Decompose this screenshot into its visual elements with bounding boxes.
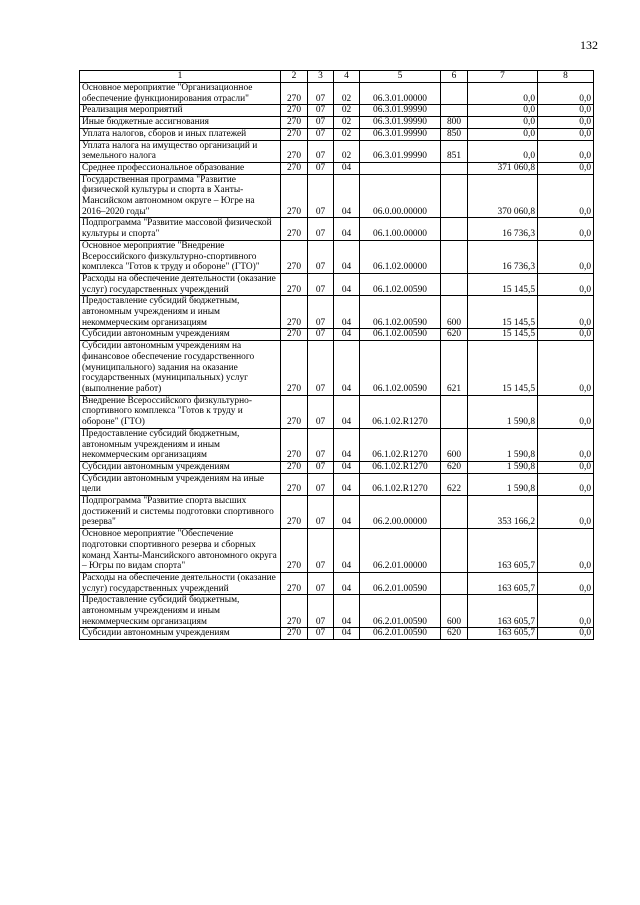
- cell-section: 07: [308, 105, 334, 117]
- cell-subsection: 02: [334, 83, 360, 105]
- cell-amount-2018: 15 145,5: [468, 341, 538, 396]
- cell-target-article: 06.1.02.00000: [360, 240, 441, 273]
- cell-amount-2019: 0,0: [538, 461, 594, 473]
- cell-administrator: 270: [281, 296, 308, 329]
- cell-administrator: 270: [281, 273, 308, 295]
- cell-target-article: 06.3.01.99990: [360, 140, 441, 162]
- cell-target-article: 06.2.01.00590: [360, 595, 441, 628]
- cell-section: 07: [308, 529, 334, 573]
- cell-subsection: 04: [334, 162, 360, 174]
- cell-amount-2018: 1 590,8: [468, 428, 538, 461]
- cell-amount-2018: 0,0: [468, 117, 538, 129]
- cell-amount-2019: 0,0: [538, 595, 594, 628]
- table-row: [80, 461, 594, 473]
- cell-section: 07: [308, 140, 334, 162]
- cell-administrator: 270: [281, 461, 308, 473]
- column-header: 1: [80, 71, 281, 83]
- cell-amount-2019: 0,0: [538, 529, 594, 573]
- cell-expense-type: 600: [441, 296, 468, 329]
- row-name: Субсидии автономным учреждениям на иные цели: [80, 473, 281, 495]
- column-header: 4: [334, 71, 360, 83]
- table-row: [80, 83, 594, 105]
- cell-target-article: 06.1.02.00590: [360, 273, 441, 295]
- cell-expense-type: 800: [441, 117, 468, 129]
- cell-section: 07: [308, 341, 334, 396]
- cell-expense-type: 620: [441, 628, 468, 640]
- cell-expense-type: 600: [441, 428, 468, 461]
- column-header: 3: [308, 71, 334, 83]
- cell-administrator: 270: [281, 473, 308, 495]
- cell-amount-2019: 0,0: [538, 572, 594, 594]
- column-header: 8: [538, 71, 594, 83]
- cell-expense-type: [441, 529, 468, 573]
- cell-subsection: 04: [334, 529, 360, 573]
- cell-subsection: 04: [334, 572, 360, 594]
- row-name: Среднее профессиональное образование: [80, 162, 281, 174]
- row-name: Основное мероприятие "Организационное обеспечение функционирования отрасли": [80, 83, 281, 105]
- cell-subsection: 04: [334, 473, 360, 495]
- cell-expense-type: [441, 273, 468, 295]
- column-header: 2: [281, 71, 308, 83]
- row-name: Основное мероприятие "Обеспечение подготовки спортивного резерва и сборных команд Ханты-Мансийского автономного округа – Югры по видам спорта": [80, 529, 281, 573]
- cell-amount-2018: 1 590,8: [468, 461, 538, 473]
- cell-amount-2018: 353 166,2: [468, 496, 538, 529]
- page-number: 132: [580, 38, 598, 52]
- cell-target-article: 06.3.01.00000: [360, 83, 441, 105]
- cell-amount-2019: 0,0: [538, 473, 594, 495]
- cell-section: 07: [308, 296, 334, 329]
- cell-administrator: 270: [281, 428, 308, 461]
- cell-amount-2018: 16 736,3: [468, 240, 538, 273]
- cell-subsection: 04: [334, 218, 360, 240]
- cell-subsection: 04: [334, 341, 360, 396]
- cell-expense-type: [441, 218, 468, 240]
- cell-expense-type: [441, 174, 468, 218]
- cell-target-article: 06.1.02.R1270: [360, 428, 441, 461]
- table-row: [80, 628, 594, 640]
- cell-amount-2018: 1 590,8: [468, 395, 538, 428]
- cell-section: 07: [308, 473, 334, 495]
- cell-subsection: 04: [334, 329, 360, 341]
- cell-subsection: 02: [334, 140, 360, 162]
- cell-subsection: 04: [334, 461, 360, 473]
- cell-section: 07: [308, 273, 334, 295]
- table-row: [80, 273, 594, 295]
- cell-amount-2018: 15 145,5: [468, 329, 538, 341]
- cell-section: 07: [308, 83, 334, 105]
- row-name: Субсидии автономным учреждениям: [80, 329, 281, 341]
- cell-subsection: 04: [334, 428, 360, 461]
- cell-target-article: [360, 162, 441, 174]
- row-name: Иные бюджетные ассигнования: [80, 117, 281, 129]
- cell-administrator: 270: [281, 140, 308, 162]
- cell-expense-type: [441, 105, 468, 117]
- table-header-row: [80, 71, 594, 83]
- cell-administrator: 270: [281, 105, 308, 117]
- table-row: [80, 595, 594, 628]
- cell-administrator: 270: [281, 117, 308, 129]
- row-name: Внедрение Всероссийского физкультурно-спортивного комплекса "Готов к труду и обороне" (ГТО): [80, 395, 281, 428]
- cell-amount-2019: 0,0: [538, 273, 594, 295]
- cell-administrator: 270: [281, 341, 308, 396]
- cell-target-article: 06.3.01.99990: [360, 128, 441, 140]
- cell-expense-type: [441, 162, 468, 174]
- cell-section: 07: [308, 117, 334, 129]
- cell-subsection: 02: [334, 128, 360, 140]
- cell-amount-2019: 0,0: [538, 395, 594, 428]
- cell-subsection: 04: [334, 296, 360, 329]
- row-name: Предоставление субсидий бюджетным, автономным учреждениям и иным некоммерческим организациям: [80, 428, 281, 461]
- cell-section: 07: [308, 218, 334, 240]
- cell-administrator: 270: [281, 174, 308, 218]
- cell-amount-2019: 0,0: [538, 162, 594, 174]
- cell-amount-2018: 16 736,3: [468, 218, 538, 240]
- row-name: Субсидии автономным учреждениям на финансовое обеспечение государственного (муниципального) задания на оказание государственных (муниципальных) услуг (выполнение работ): [80, 341, 281, 396]
- column-header: 6: [441, 71, 468, 83]
- cell-expense-type: 850: [441, 128, 468, 140]
- row-name: Основное мероприятие "Внедрение Всероссийского физкультурно-спортивного комплекса "Готов к труду и обороне" (ГТО)": [80, 240, 281, 273]
- cell-expense-type: 620: [441, 461, 468, 473]
- cell-amount-2019: 0,0: [538, 117, 594, 129]
- table-row: [80, 341, 594, 396]
- cell-section: 07: [308, 461, 334, 473]
- cell-section: 07: [308, 128, 334, 140]
- budget-table: [79, 70, 594, 640]
- cell-subsection: 04: [334, 273, 360, 295]
- cell-target-article: 06.2.01.00590: [360, 628, 441, 640]
- cell-amount-2018: 163 605,7: [468, 572, 538, 594]
- cell-amount-2019: 0,0: [538, 296, 594, 329]
- cell-target-article: 06.1.02.00590: [360, 341, 441, 396]
- cell-expense-type: [441, 496, 468, 529]
- cell-administrator: 270: [281, 240, 308, 273]
- cell-subsection: 04: [334, 240, 360, 273]
- cell-target-article: 06.0.00.00000: [360, 174, 441, 218]
- table-row: [80, 473, 594, 495]
- cell-amount-2019: 0,0: [538, 628, 594, 640]
- cell-administrator: 270: [281, 395, 308, 428]
- cell-amount-2018: 0,0: [468, 128, 538, 140]
- cell-amount-2018: 1 590,8: [468, 473, 538, 495]
- cell-administrator: 270: [281, 128, 308, 140]
- cell-amount-2018: 15 145,5: [468, 296, 538, 329]
- cell-expense-type: [441, 83, 468, 105]
- cell-amount-2019: 0,0: [538, 105, 594, 117]
- cell-amount-2019: 0,0: [538, 174, 594, 218]
- cell-amount-2019: 0,0: [538, 428, 594, 461]
- row-name: Расходы на обеспечение деятельности (оказание услуг) государственных учреждений: [80, 572, 281, 594]
- cell-amount-2018: 0,0: [468, 105, 538, 117]
- cell-target-article: 06.1.02.R1270: [360, 473, 441, 495]
- cell-amount-2019: 0,0: [538, 128, 594, 140]
- table-row: [80, 162, 594, 174]
- cell-amount-2019: 0,0: [538, 240, 594, 273]
- cell-amount-2019: 0,0: [538, 140, 594, 162]
- cell-expense-type: 621: [441, 341, 468, 396]
- cell-subsection: 04: [334, 395, 360, 428]
- table-row: [80, 329, 594, 341]
- cell-target-article: 06.2.01.00000: [360, 529, 441, 573]
- cell-amount-2019: 0,0: [538, 341, 594, 396]
- cell-target-article: 06.3.01.99990: [360, 105, 441, 117]
- cell-subsection: 04: [334, 496, 360, 529]
- row-name: Реализация мероприятий: [80, 105, 281, 117]
- cell-section: 07: [308, 428, 334, 461]
- cell-expense-type: [441, 572, 468, 594]
- table-row: [80, 395, 594, 428]
- cell-expense-type: 620: [441, 329, 468, 341]
- table-row: [80, 117, 594, 129]
- cell-target-article: 06.1.00.00000: [360, 218, 441, 240]
- cell-section: 07: [308, 628, 334, 640]
- cell-target-article: 06.1.02.00590: [360, 296, 441, 329]
- cell-administrator: 270: [281, 162, 308, 174]
- cell-amount-2019: 0,0: [538, 83, 594, 105]
- cell-administrator: 270: [281, 529, 308, 573]
- column-header: 5: [360, 71, 441, 83]
- table-row: [80, 218, 594, 240]
- row-name: Подпрограмма "Развитие спорта высших достижений и системы подготовки спортивного резерва": [80, 496, 281, 529]
- cell-section: 07: [308, 174, 334, 218]
- cell-amount-2019: 0,0: [538, 496, 594, 529]
- cell-subsection: 04: [334, 595, 360, 628]
- cell-administrator: 270: [281, 83, 308, 105]
- table-row: [80, 496, 594, 529]
- cell-amount-2018: 15 145,5: [468, 273, 538, 295]
- cell-target-article: 06.2.01.00590: [360, 572, 441, 594]
- cell-subsection: 04: [334, 628, 360, 640]
- row-name: Предоставление субсидий бюджетным, автономным учреждениям и иным некоммерческим организациям: [80, 296, 281, 329]
- table-row: [80, 529, 594, 573]
- table-row: [80, 105, 594, 117]
- column-header: 7: [468, 71, 538, 83]
- cell-amount-2018: 0,0: [468, 83, 538, 105]
- table-body: [80, 71, 594, 640]
- cell-subsection: 02: [334, 117, 360, 129]
- cell-section: 07: [308, 240, 334, 273]
- cell-section: 07: [308, 496, 334, 529]
- cell-expense-type: [441, 240, 468, 273]
- table-row: [80, 296, 594, 329]
- cell-section: 07: [308, 595, 334, 628]
- cell-expense-type: 851: [441, 140, 468, 162]
- cell-amount-2018: 163 605,7: [468, 595, 538, 628]
- cell-subsection: 04: [334, 174, 360, 218]
- table-row: [80, 174, 594, 218]
- row-name: Субсидии автономным учреждениям: [80, 461, 281, 473]
- cell-target-article: 06.2.00.00000: [360, 496, 441, 529]
- cell-expense-type: 600: [441, 595, 468, 628]
- cell-expense-type: 622: [441, 473, 468, 495]
- cell-amount-2018: 371 060,8: [468, 162, 538, 174]
- cell-amount-2018: 163 605,7: [468, 529, 538, 573]
- row-name: Предоставление субсидий бюджетным, автономным учреждениям и иным некоммерческим организациям: [80, 595, 281, 628]
- cell-amount-2019: 0,0: [538, 218, 594, 240]
- row-name: Уплата налогов, сборов и иных платежей: [80, 128, 281, 140]
- cell-section: 07: [308, 329, 334, 341]
- row-name: Субсидии автономным учреждениям: [80, 628, 281, 640]
- cell-administrator: 270: [281, 329, 308, 341]
- row-name: Государственная программа "Развитие физической культуры и спорта в Ханты-Мансийском автономном округе – Югре на 2016–2020 годы": [80, 174, 281, 218]
- cell-administrator: 270: [281, 628, 308, 640]
- cell-amount-2018: 0,0: [468, 140, 538, 162]
- table-row: [80, 572, 594, 594]
- cell-section: 07: [308, 162, 334, 174]
- cell-administrator: 270: [281, 572, 308, 594]
- cell-target-article: 06.3.01.99990: [360, 117, 441, 129]
- row-name: Уплата налога на имущество организаций и земельного налога: [80, 140, 281, 162]
- cell-administrator: 270: [281, 218, 308, 240]
- cell-amount-2019: 0,0: [538, 329, 594, 341]
- cell-subsection: 02: [334, 105, 360, 117]
- cell-amount-2018: 370 060,8: [468, 174, 538, 218]
- cell-administrator: 270: [281, 595, 308, 628]
- cell-section: 07: [308, 572, 334, 594]
- cell-target-article: 06.1.02.R1270: [360, 395, 441, 428]
- cell-amount-2018: 163 605,7: [468, 628, 538, 640]
- row-name: Расходы на обеспечение деятельности (оказание услуг) государственных учреждений: [80, 273, 281, 295]
- cell-target-article: 06.1.02.00590: [360, 329, 441, 341]
- cell-administrator: 270: [281, 496, 308, 529]
- table-row: [80, 240, 594, 273]
- cell-target-article: 06.1.02.R1270: [360, 461, 441, 473]
- cell-section: 07: [308, 395, 334, 428]
- table-row: [80, 140, 594, 162]
- table-row: [80, 428, 594, 461]
- table-row: [80, 128, 594, 140]
- row-name: Подпрограмма "Развитие массовой физической культуры и спорта": [80, 218, 281, 240]
- cell-expense-type: [441, 395, 468, 428]
